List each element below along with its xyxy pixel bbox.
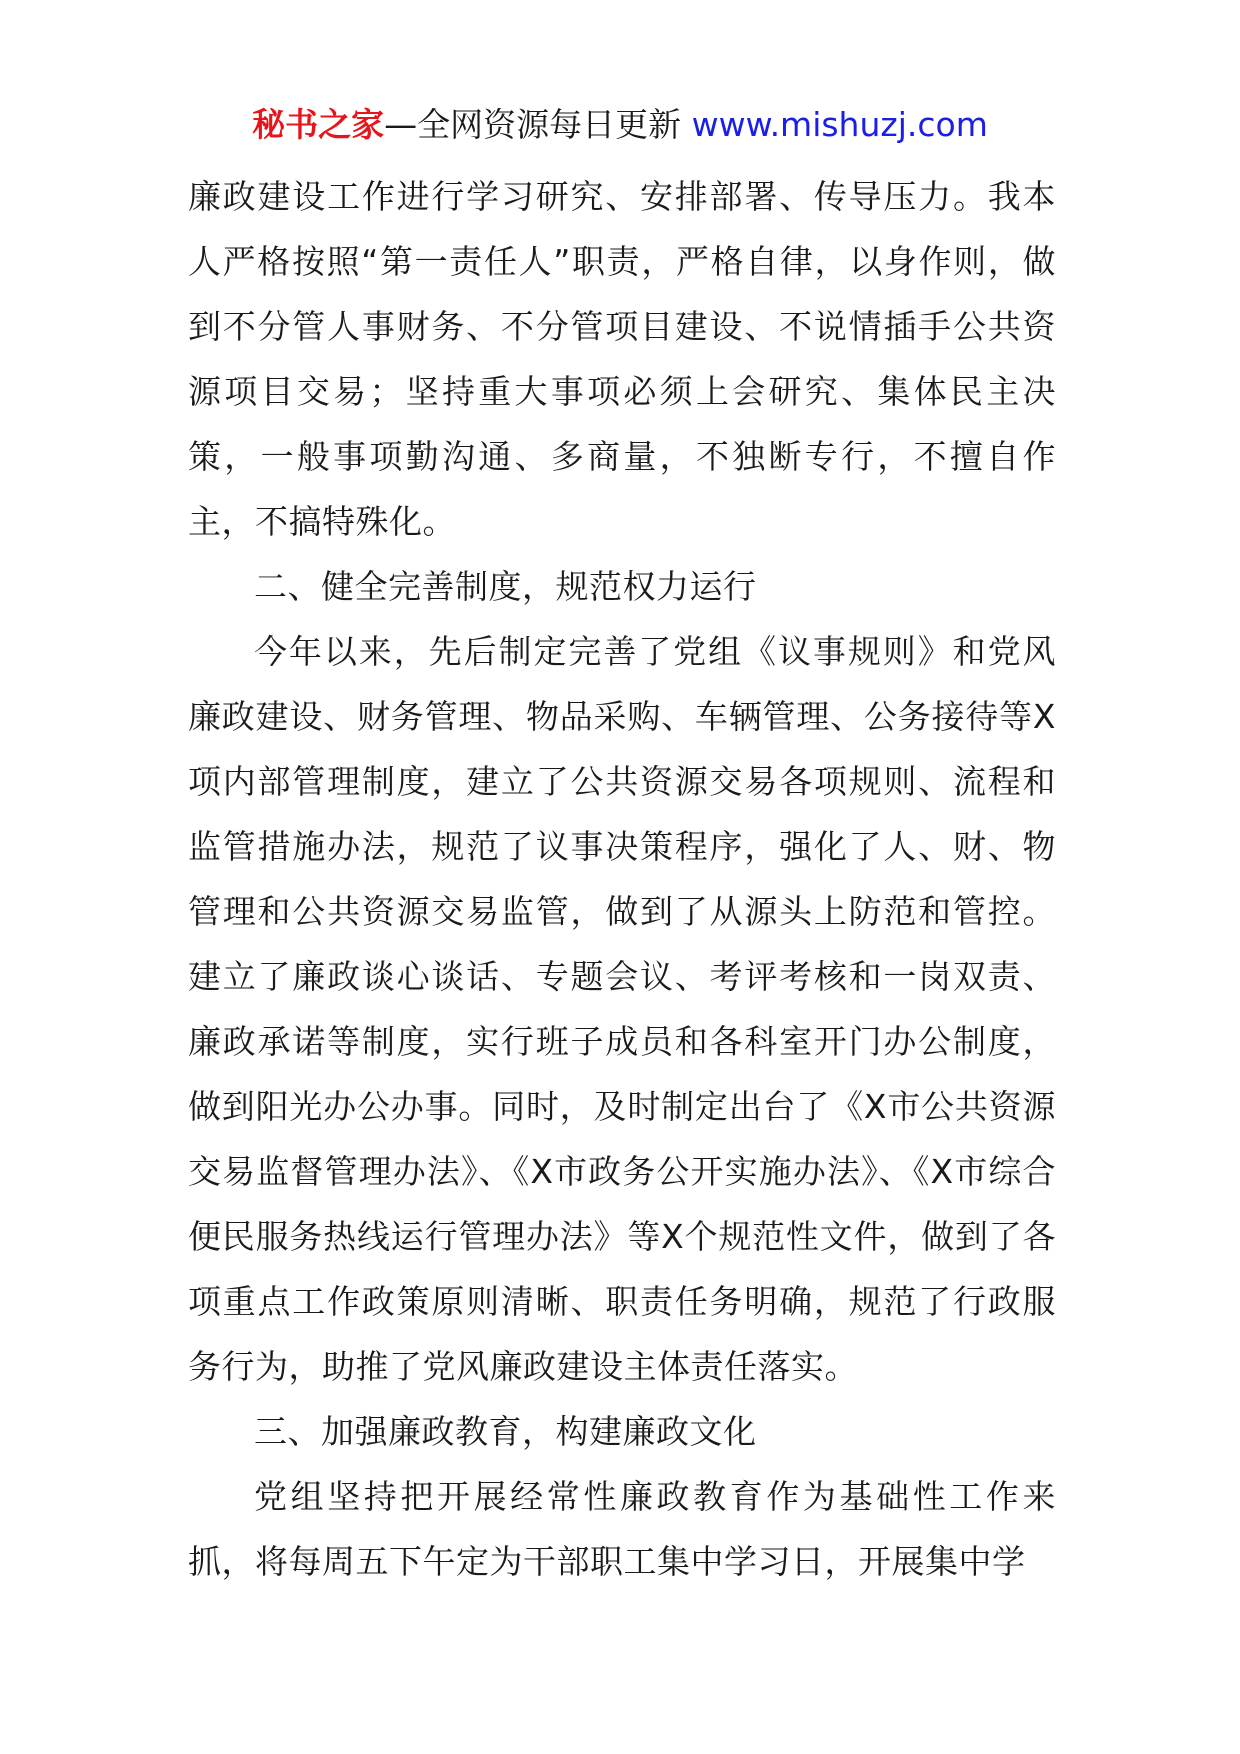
brand-name: 秘书之家 (252, 105, 385, 144)
website-url[interactable]: www.mishuzj.com (691, 105, 988, 144)
section-heading-3: 三、加强廉政教育，构建廉政文化 (254, 1412, 757, 1451)
paragraph-education: 党组坚持把开展经常性廉政教育作为基础性工作来抓，将每周五下午定为干部职工集中学习日，开展集中学 (188, 1477, 1056, 1581)
section-heading-2: 二、健全完善制度，规范权力运行 (254, 567, 757, 606)
header-slogan: —全网资源每日更新 (384, 105, 682, 144)
paragraph-continuation: 廉政建设工作进行学习研究、安排部署、传导压力。我本人严格按照“第一责任人”职责，严格自律，以身作则，做到不分管人事财务、不分管项目建设、不说情插手公共资源项目交易；坚持重大事项必须上会研究、集体民主决策，一般事项勤沟通、多商量，不独断专行，不擅自作主，不搞特殊化。 (188, 177, 1056, 541)
page-header (0, 100, 1240, 150)
document-body (188, 164, 1056, 1594)
paragraph-regulations: 今年以来，先后制定完善了党组《议事规则》和党风廉政建设、财务管理、物品采购、车辆管理、公务接待等X项内部管理制度，建立了公共资源交易各项规则、流程和监管措施办法，规范了议事决策程序，强化了人、财、物管理和公共资源交易监管，做到了从源头上防范和管控。建立了廉政谈心谈话、专题会议、考评考核和一岗双责、廉政承诺等制度，实行班子成员和各科室开门办公制度，做到阳光办公办事。同时，及时制定出台了《X市公共资源交易监督管理办法》、《X市政务公开实施办法》、《X市综合便民服务热线运行管理办法》等X个规范性文件，做到了各项重点工作政策原则清晰、职责任务明确，规范了行政服务行为，助推了党风廉政建设主体责任落实。 (188, 632, 1056, 1386)
